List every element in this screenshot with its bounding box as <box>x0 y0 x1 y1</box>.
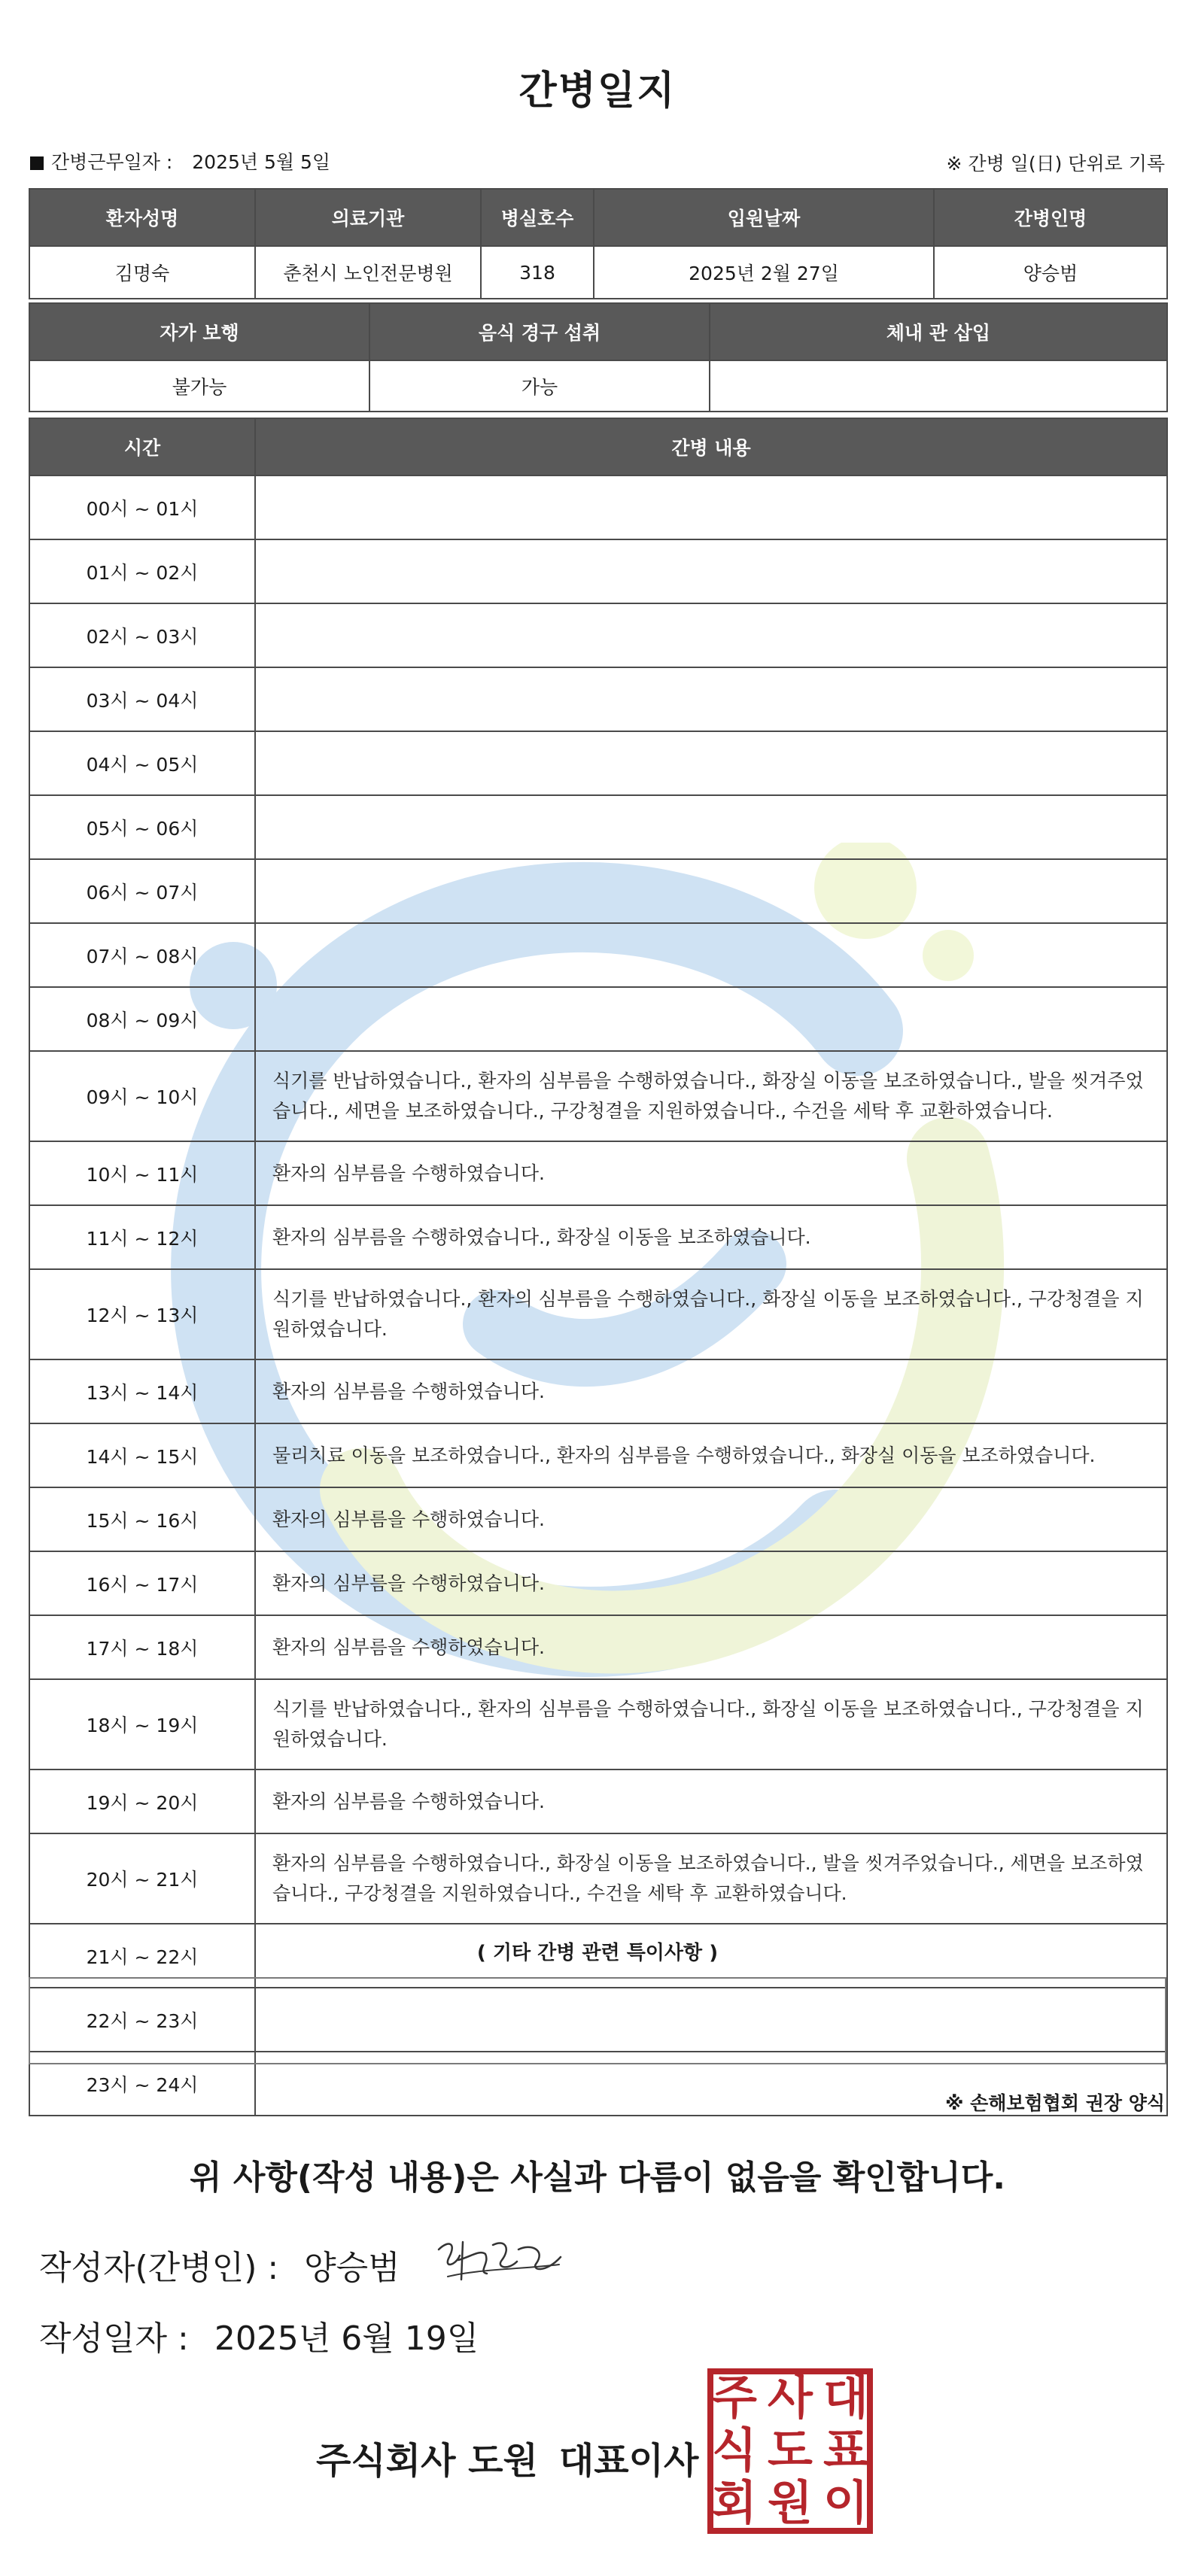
ability-info-table <box>29 302 1168 412</box>
log-content <box>255 475 1167 539</box>
log-content: 식기를 반납하였습니다., 환자의 심부름을 수행하였습니다., 화장실 이동을 보조하였습니다., 구강청결을 지원하였습니다. <box>255 1679 1167 1769</box>
log-content: 식기를 반납하였습니다., 환자의 심부름을 수행하였습니다., 화장실 이동을 보조하였습니다., 구강청결을 지원하였습니다. <box>255 1269 1167 1359</box>
log-row <box>29 1205 1167 1269</box>
log-content <box>255 859 1167 923</box>
log-row <box>29 539 1167 603</box>
log-content: 환자의 심부름을 수행하였습니다. <box>255 1769 1167 1833</box>
svg-text:원: 원 <box>768 2475 813 2530</box>
author-name: 양승범 <box>304 2249 400 2287</box>
log-content <box>255 667 1167 731</box>
log-row <box>29 1423 1167 1487</box>
special-notes-box <box>29 1977 1166 2064</box>
log-content: 환자의 심부름을 수행하였습니다. <box>255 1487 1167 1551</box>
self-walking: 불가능 <box>29 360 369 412</box>
log-time: 05시 ~ 06시 <box>29 795 255 859</box>
author-label: 작성자(간병인) : <box>39 2249 279 2287</box>
written-date-line <box>39 2311 479 2359</box>
log-time: 11시 ~ 12시 <box>29 1205 255 1269</box>
log-content <box>255 923 1167 987</box>
log-content: 환자의 심부름을 수행하였습니다. <box>255 1141 1167 1205</box>
log-time: 02시 ~ 03시 <box>29 603 255 667</box>
log-time: 16시 ~ 17시 <box>29 1551 255 1615</box>
log-time: 20시 ~ 21시 <box>29 1833 255 1924</box>
work-date-label: 간병근무일자 : <box>51 151 173 173</box>
log-content: 물리치료 이동을 보조하였습니다., 환자의 심부름을 수행하였습니다., 화장실 이동을 보조하였습니다. <box>255 1423 1167 1487</box>
header-room-number: 병실호수 <box>481 189 594 246</box>
confirmation-statement: 위 사항(작성 내용)은 사실과 다름이 없음을 확인합니다. <box>190 2158 1005 2197</box>
svg-text:대: 대 <box>823 2370 868 2425</box>
patient-info-table <box>29 188 1168 299</box>
log-content: 환자의 심부름을 수행하였습니다. <box>255 1551 1167 1615</box>
written-date-label: 작성일자 : <box>39 2319 189 2358</box>
log-content <box>255 795 1167 859</box>
log-row <box>29 1615 1167 1679</box>
log-time: 15시 ~ 16시 <box>29 1487 255 1551</box>
company-seal-stamp <box>706 2367 874 2535</box>
log-content <box>255 731 1167 795</box>
log-row <box>29 795 1167 859</box>
patient-name: 김명숙 <box>29 246 255 299</box>
tube-insertion <box>710 360 1167 412</box>
author-line <box>39 2240 400 2289</box>
header-time: 시간 <box>29 418 255 475</box>
log-time: 23시 ~ 24시 <box>29 2052 255 2116</box>
svg-text:식: 식 <box>712 2423 757 2477</box>
log-time: 09시 ~ 10시 <box>29 1051 255 1141</box>
caregiver-name: 양승범 <box>934 246 1167 299</box>
header-care-content: 간병 내용 <box>255 418 1167 475</box>
unit-note: ※ 간병 일(日) 단위로 기록 <box>946 153 1165 175</box>
log-time: 07시 ~ 08시 <box>29 923 255 987</box>
header-tube-insertion: 체내 관 삽입 <box>710 303 1167 360</box>
log-time: 00시 ~ 01시 <box>29 475 255 539</box>
log-time: 14시 ~ 15시 <box>29 1423 255 1487</box>
log-time: 21시 ~ 22시 <box>29 1924 255 1988</box>
log-row <box>29 859 1167 923</box>
header-self-walking: 자가 보행 <box>29 303 369 360</box>
log-row <box>29 1833 1167 1924</box>
log-time: 10시 ~ 11시 <box>29 1141 255 1205</box>
log-content <box>255 987 1167 1051</box>
special-notes-title: ( 기타 간병 관련 특이사항 ) <box>476 1942 719 1964</box>
log-row <box>29 1141 1167 1205</box>
log-row <box>29 923 1167 987</box>
handwritten-signature <box>433 2227 568 2295</box>
log-row <box>29 1551 1167 1615</box>
header-oral-intake: 음식 경구 섭취 <box>369 303 710 360</box>
oral-intake: 가능 <box>369 360 710 412</box>
log-row <box>29 603 1167 667</box>
log-content: 식기를 반납하였습니다., 환자의 심부름을 수행하였습니다., 화장실 이동을 보조하였습니다., 발을 씻겨주었습니다., 세면을 보조하였습니다., 구강청결을 지원하였습니다., 수건을 세탁 후 교환하였습니다. <box>255 1051 1167 1141</box>
written-date-value: 2025년 6월 19일 <box>214 2319 479 2358</box>
log-content <box>255 603 1167 667</box>
work-date-value: 2025년 5월 5일 <box>192 151 331 173</box>
svg-text:회: 회 <box>712 2475 757 2530</box>
room-number: 318 <box>481 246 594 299</box>
hospital: 춘천시 노인전문병원 <box>255 246 481 299</box>
company-name: 주식회사 도원 <box>316 2440 538 2482</box>
log-time: 12시 ~ 13시 <box>29 1269 255 1359</box>
log-time: 13시 ~ 14시 <box>29 1359 255 1423</box>
log-row <box>29 1487 1167 1551</box>
svg-text:이: 이 <box>823 2475 868 2530</box>
header-hospital: 의료기관 <box>255 189 481 246</box>
header-patient-name: 환자성명 <box>29 189 255 246</box>
log-time: 18시 ~ 19시 <box>29 1679 255 1769</box>
log-content: 환자의 심부름을 수행하였습니다., 화장실 이동을 보조하였습니다., 발을 씻겨주었습니다., 세면을 보조하였습니다., 구강청결을 지원하였습니다., 수건을 세탁 후 교환하였습니다. <box>255 1833 1167 1924</box>
log-time: 22시 ~ 23시 <box>29 1988 255 2052</box>
log-row <box>29 1679 1167 1769</box>
svg-text:도: 도 <box>768 2423 813 2477</box>
header-admission-date: 입원날짜 <box>594 189 934 246</box>
care-log-table <box>29 418 1168 2116</box>
log-row <box>29 1769 1167 1833</box>
log-time: 08시 ~ 09시 <box>29 987 255 1051</box>
log-time: 17시 ~ 18시 <box>29 1615 255 1679</box>
log-row <box>29 667 1167 731</box>
log-content: 환자의 심부름을 수행하였습니다. <box>255 1359 1167 1423</box>
log-time: 19시 ~ 20시 <box>29 1769 255 1833</box>
log-content: 환자의 심부름을 수행하였습니다. <box>255 1615 1167 1679</box>
square-bullet-icon <box>30 156 44 170</box>
log-content: 환자의 심부름을 수행하였습니다., 화장실 이동을 보조하였습니다. <box>255 1205 1167 1269</box>
log-row <box>29 731 1167 795</box>
log-row <box>29 475 1167 539</box>
svg-text:주: 주 <box>712 2370 757 2425</box>
log-time: 03시 ~ 04시 <box>29 667 255 731</box>
log-time: 01시 ~ 02시 <box>29 539 255 603</box>
company-role: 대표이사 <box>558 2440 699 2482</box>
company-signoff <box>316 2432 698 2483</box>
document-title: 간병일지 <box>518 68 677 114</box>
admission-date: 2025년 2월 27일 <box>594 246 934 299</box>
log-time: 04시 ~ 05시 <box>29 731 255 795</box>
header-caregiver-name: 간병인명 <box>934 189 1167 246</box>
log-row <box>29 987 1167 1051</box>
log-content <box>255 539 1167 603</box>
svg-text:사: 사 <box>768 2370 813 2425</box>
svg-text:표: 표 <box>823 2423 868 2477</box>
log-row <box>29 1359 1167 1423</box>
log-time: 06시 ~ 07시 <box>29 859 255 923</box>
recommendation-note: ※ 손해보험협회 권장 양식 <box>945 2092 1165 2114</box>
log-row <box>29 1051 1167 1141</box>
work-date-line <box>30 147 330 175</box>
log-row <box>29 1269 1167 1359</box>
